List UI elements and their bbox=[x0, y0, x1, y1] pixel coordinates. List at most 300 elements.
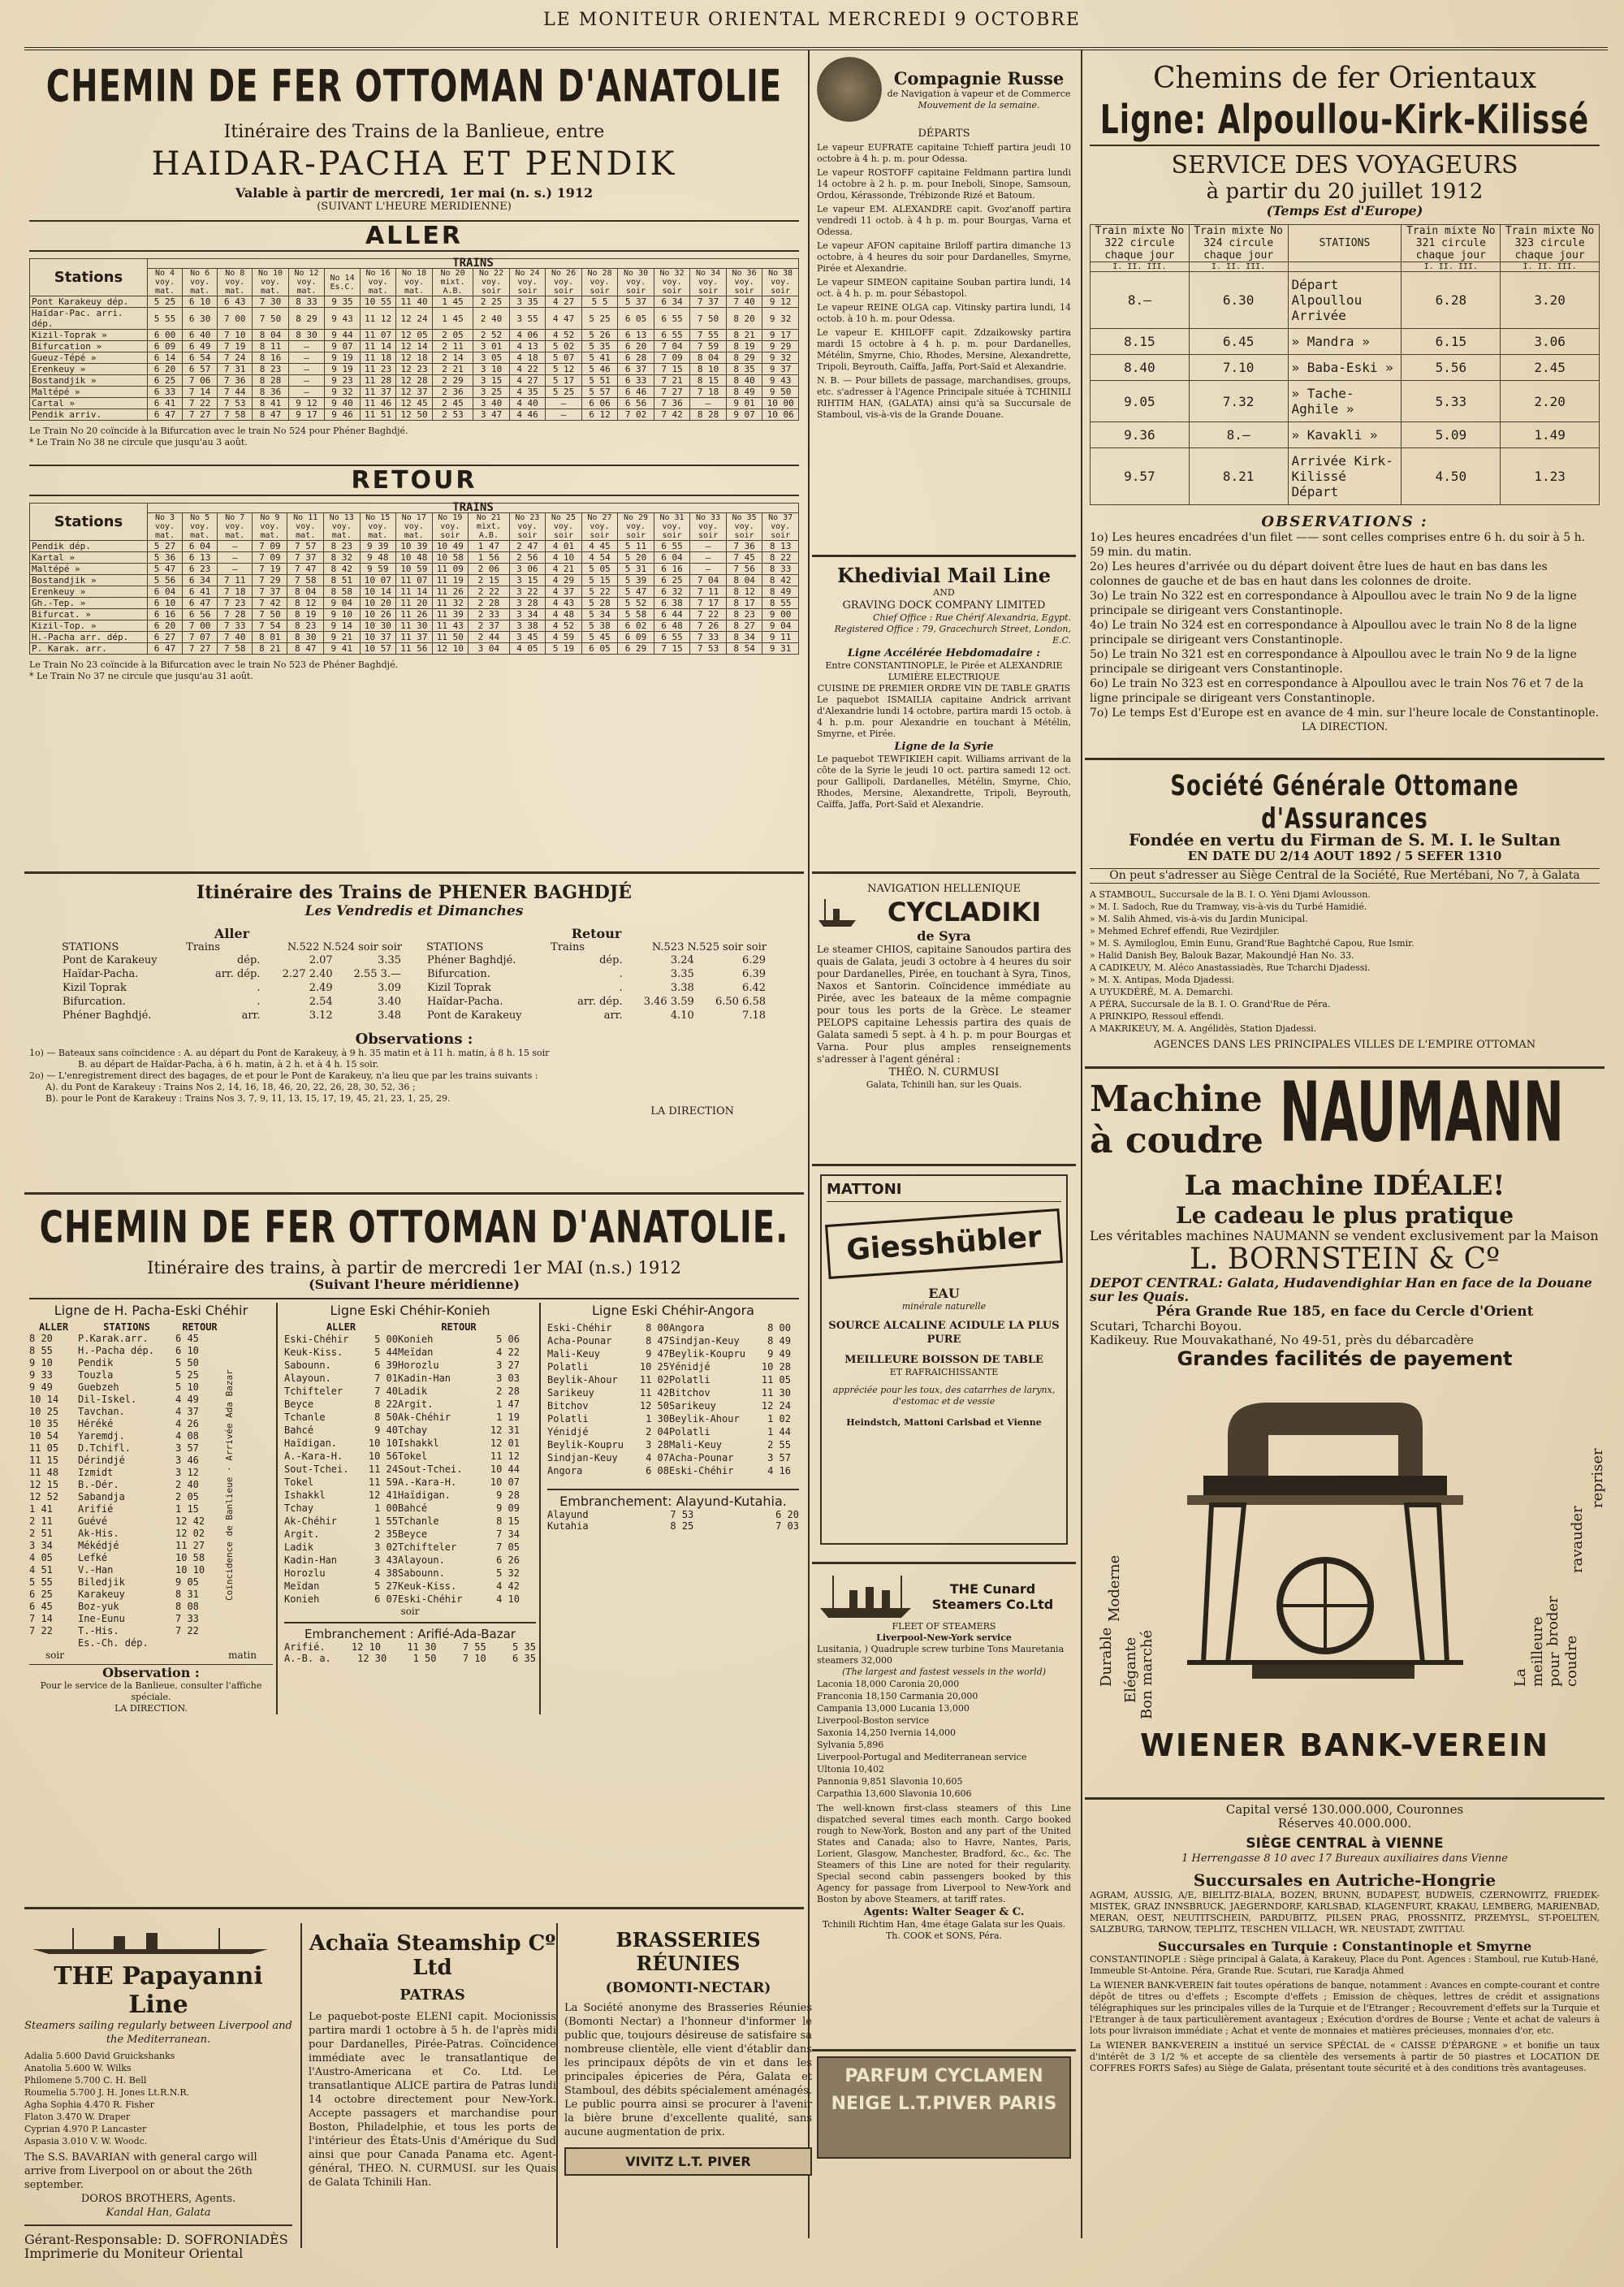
retour-time-cell: 8 27 bbox=[726, 620, 762, 632]
aller-time-cell: 6 55 bbox=[654, 330, 690, 341]
line3-retour-time: 1 44 bbox=[767, 1426, 791, 1437]
retour-time-cell: 7 09 bbox=[253, 541, 287, 552]
retour-time-cell: 8 47 bbox=[287, 643, 324, 655]
line2-retour-time: 9 28 bbox=[496, 1489, 520, 1501]
line2-aller-row bbox=[284, 1333, 398, 1346]
aller-time-cell: 6 33 bbox=[148, 387, 183, 398]
retour-time-cell: 7 57 bbox=[287, 541, 324, 552]
wbv-res: Réserves 40.000.000. bbox=[1277, 1816, 1412, 1831]
aller-time-cell: 5 55 bbox=[148, 308, 183, 330]
retour-time-cell: — bbox=[690, 552, 727, 564]
russe-departs: DÉPARTS bbox=[918, 128, 970, 140]
cunard-ship-item: Saxonia 14,250 Ivernia 14,000 bbox=[817, 1727, 957, 1738]
line2-aller-time: 3 02 bbox=[374, 1541, 398, 1553]
line2-aller-time: 11 24 bbox=[368, 1463, 398, 1475]
line1-retour-time-item: 12 42 bbox=[175, 1515, 205, 1527]
aller-time-cell: 6 57 bbox=[183, 364, 218, 375]
retour-train-header: No 35 voy. soir bbox=[726, 513, 762, 541]
aller-time-cell: 6 14 bbox=[148, 352, 183, 364]
aller-time-cell: 1 45 bbox=[432, 296, 473, 308]
aller-train-header: No 28 voy. soir bbox=[581, 269, 618, 296]
retour-time-cell: 4 01 bbox=[546, 541, 582, 552]
line2-retour-time: 4 10 bbox=[496, 1593, 520, 1605]
aller-time-cell: 4 52 bbox=[546, 330, 582, 341]
line2-table bbox=[284, 1321, 536, 1606]
line1-retour-time-item: 5 50 bbox=[175, 1357, 199, 1368]
aller-time-cell: 12 23 bbox=[396, 364, 433, 375]
column-anatolie bbox=[24, 54, 804, 1913]
aller-time-cell: 6 28 bbox=[618, 352, 654, 364]
line1-stations-col bbox=[78, 1321, 175, 1649]
imprimerie: Imprimerie du Moniteur Oriental bbox=[24, 2246, 244, 2261]
khedivial-syrie: Ligne de la Syrie bbox=[894, 741, 994, 753]
aller-time-cell: 7 42 bbox=[654, 409, 690, 421]
aller-time-cell: 9 23 bbox=[325, 375, 361, 387]
orient-observation: 7o) Le temps Est d'Europe est en avance de 4 min. sur l'heure locale de Constantinople. bbox=[1090, 707, 1600, 720]
banlieue-intro: Itinéraire des Trains de la Banlieue, entre bbox=[223, 122, 605, 142]
aller-train-header: No 30 voy. soir bbox=[618, 269, 654, 296]
retour-time-cell: 5 47 bbox=[148, 564, 183, 575]
retour-time-cell: 4 43 bbox=[546, 598, 582, 609]
retour-time-cell: — bbox=[218, 552, 253, 564]
orient-row bbox=[1091, 448, 1600, 505]
emb2-cell: Arifié. bbox=[284, 1641, 326, 1653]
khedivial-and: AND bbox=[933, 587, 955, 598]
russe-paragraph: Le vapeur EUFRATE capitaine Tchieff partira jeudi 10 octobre à 4 h. p. m. pour Odessa. bbox=[817, 142, 1071, 164]
assur-agent-item: » M. X. Antipas, Moda Djadessi. bbox=[1090, 975, 1235, 985]
retour-time-cell: 9 11 bbox=[762, 632, 799, 643]
assur-date: EN DATE DU 2/14 AOUT 1892 / 5 SEFER 1310 bbox=[1187, 849, 1502, 863]
retour-time-cell: 10 30 bbox=[360, 620, 396, 632]
aller-time-cell: 2 40 bbox=[473, 308, 510, 330]
line2-retour-station: Beyce bbox=[398, 1528, 428, 1540]
aller-time-cell: 6 13 bbox=[618, 330, 654, 341]
line2-aller-row bbox=[284, 1463, 398, 1476]
khedivial-title: Khedivial Mail Line bbox=[837, 564, 1051, 587]
line2-aller-time: 6 07 bbox=[374, 1593, 398, 1605]
assur-agent-item: » Mehmed Echref effendi, Rue Vezirdjiler. bbox=[1090, 926, 1280, 936]
aller-train-header: No 12 voy. mat. bbox=[288, 269, 325, 296]
line3-aller-time: 12 50 bbox=[639, 1400, 669, 1412]
aller-time-cell: 9 43 bbox=[762, 375, 799, 387]
khedivial-ad bbox=[812, 557, 1076, 874]
line3-aller-row bbox=[547, 1360, 669, 1373]
line2-aller-row bbox=[284, 1385, 398, 1398]
retour-time-cell: 8 19 bbox=[287, 609, 324, 620]
russe-ad bbox=[812, 54, 1076, 557]
assur-agent-item: » M. I. Sadoch, Rue du Tramway, vis-à-vis du Turbé Hamidié. bbox=[1090, 901, 1367, 912]
retour-time-cell: 8 23 bbox=[726, 609, 762, 620]
aller-time-cell: 3 25 bbox=[473, 387, 510, 398]
aller-time-cell: 7 22 bbox=[183, 398, 218, 409]
retour-station-cell: H.-Pacha arr. dép. bbox=[30, 632, 148, 643]
aller-time-cell: 11 46 bbox=[360, 398, 396, 409]
line1-retour-time-item: 10 10 bbox=[175, 1564, 205, 1576]
orient-class: I. II. III. bbox=[1189, 262, 1288, 272]
line2-aller-time: 8 22 bbox=[374, 1399, 398, 1410]
line2-retour-time: 7 34 bbox=[496, 1528, 520, 1540]
line1-obs-title: Observation : bbox=[29, 1664, 273, 1680]
time-note: (SUIVANT L'HEURE MERIDIENNE) bbox=[317, 201, 512, 213]
russe-paras bbox=[817, 142, 1071, 421]
aller-time-cell: 8 29 bbox=[726, 352, 762, 364]
line2-aller-row bbox=[284, 1437, 398, 1450]
phener-direction: LA DIRECTION bbox=[650, 1105, 734, 1118]
line2-retour-time: 3 27 bbox=[496, 1360, 520, 1371]
second-time: (Suivant l'heure méridienne) bbox=[309, 1277, 520, 1292]
line2-aller-station: Tchanle bbox=[284, 1412, 326, 1423]
line1-station-item: Pendik bbox=[78, 1357, 114, 1368]
line3-aller-row bbox=[547, 1399, 669, 1412]
line2-aller-time: 5 44 bbox=[374, 1347, 398, 1358]
line2-retour-row bbox=[398, 1515, 520, 1528]
line2-aller-time: 12 41 bbox=[368, 1489, 398, 1501]
phener-retour-row bbox=[426, 953, 767, 967]
line2-aller-time: 10 10 bbox=[368, 1437, 398, 1449]
retour-time-cell: 11 37 bbox=[396, 632, 433, 643]
line2-aller-station: Sabounn. bbox=[284, 1360, 331, 1371]
retour-time-cell: 6 25 bbox=[654, 575, 690, 586]
line2-retour-row bbox=[398, 1554, 520, 1567]
line3-aller-row bbox=[547, 1438, 669, 1451]
line2-retour-station: Tchanle bbox=[398, 1515, 439, 1527]
aller-time-cell: 7 36 bbox=[218, 375, 253, 387]
retour-time-cell: 11 19 bbox=[432, 575, 469, 586]
cunard-ship-item: Franconia 18,150 Carmania 20,000 bbox=[817, 1691, 978, 1701]
retour-time-cell: 8 34 bbox=[726, 632, 762, 643]
line2-aller-station: Alayoun. bbox=[284, 1373, 331, 1384]
aller-time-cell: 8 11 bbox=[253, 341, 289, 352]
aller-time-cell: 7 04 bbox=[654, 341, 690, 352]
retour-time-cell: 3 28 bbox=[509, 598, 546, 609]
line2-aller-station: Keuk-Kiss. bbox=[284, 1347, 343, 1358]
aller-time-cell: 9 07 bbox=[325, 341, 361, 352]
retour-time-cell: 7 29 bbox=[253, 575, 287, 586]
aller-time-cell: 6 54 bbox=[183, 352, 218, 364]
orient-cell: 1.23 bbox=[1501, 448, 1600, 505]
aller-time-cell: 2 53 bbox=[432, 409, 473, 421]
retour-time-cell: 7 17 bbox=[690, 598, 727, 609]
aller-time-cell: 8 10 bbox=[690, 364, 727, 375]
line2-retour-time: 5 06 bbox=[496, 1334, 520, 1345]
retour-note-1: Le Train No 23 coïncide à la Bifurcation avec le train No 523 de Phéner Baghdjé. bbox=[29, 659, 399, 670]
aller-train-header: No 18 voy. mat. bbox=[396, 269, 433, 296]
line1-station-item: Mékédjé bbox=[78, 1540, 119, 1551]
aller-train-header: No 4 voy. mat. bbox=[148, 269, 183, 296]
line1-retour-time-item: 5 10 bbox=[175, 1381, 199, 1393]
russe-head-text bbox=[887, 68, 1071, 111]
line1-retour-time-item: 2 40 bbox=[175, 1479, 199, 1490]
retour-station-cell: Kizil-Top. » bbox=[30, 620, 148, 632]
retour-time-cell: 8 23 bbox=[287, 620, 324, 632]
line3-aller-time: 11 42 bbox=[639, 1387, 669, 1399]
phener-obs-2: B. au départ de Haïdar-Pacha, à 6 h. matin, à 2 h. et à 4 h. 15 soir. bbox=[78, 1059, 379, 1070]
line2-aller-time: 3 43 bbox=[374, 1554, 398, 1566]
aller-time-cell: 6 47 bbox=[148, 409, 183, 421]
retour-time-cell: 8 22 bbox=[762, 552, 799, 564]
aller-time-cell: 8 30 bbox=[288, 330, 325, 341]
retour-time-cell: 3 34 bbox=[509, 609, 546, 620]
giess-eau2: minérale naturelle bbox=[901, 1301, 987, 1312]
assur-agent-item: A MAKRIKEUY, M. A. Angélidès, Station Djadessi. bbox=[1090, 1023, 1317, 1034]
line1-retour-time-item: 6 45 bbox=[175, 1333, 199, 1344]
aller-train-header: No 34 voy. soir bbox=[690, 269, 727, 296]
naumann-ad bbox=[1085, 1065, 1606, 1800]
orient-cell: » Baba-Eski » bbox=[1288, 355, 1402, 381]
retour-time-cell: 6 27 bbox=[148, 632, 183, 643]
line1-matin: matin bbox=[228, 1649, 257, 1661]
retour-time-cell: 8 55 bbox=[762, 598, 799, 609]
aller-time-cell: 11 23 bbox=[360, 364, 396, 375]
khedivial-para2: Le paquebot TEWFIKIEH capit. Williams arrivant de la côte de la Syrie le jeudi 10 oct. partira samedi 12 oct. pour Gallipoli, Dardanelles, Métélin, Smyrne, Chio, Rhodes, Mersine, Alexandrette, Tripoli, Beyrouth, Caïffa, Jaffa, Port-Saïd et Alexandrie. bbox=[817, 754, 1071, 810]
aller-time-cell: 2 36 bbox=[432, 387, 473, 398]
line2-retour-station: Konieh bbox=[398, 1334, 434, 1345]
orient-cell: 8.40 bbox=[1091, 355, 1190, 381]
orient-class: I. II. III. bbox=[1402, 262, 1501, 272]
aller-time-cell: 7 40 bbox=[726, 296, 762, 308]
retour-row bbox=[30, 598, 799, 609]
orient-cell: Départ Alpoullou Arrivée bbox=[1288, 272, 1402, 329]
line1-retour-time-item: 4 08 bbox=[175, 1430, 199, 1442]
retour-time-cell: 3 45 bbox=[509, 632, 546, 643]
aller-time-cell: 12 45 bbox=[396, 398, 433, 409]
naumann-scut: Scutari, Tcharchi Boyou. bbox=[1090, 1319, 1242, 1334]
aller-time-cell: 4 22 bbox=[509, 364, 546, 375]
line2-aller-station: Ak-Chéhir bbox=[284, 1515, 338, 1527]
line2-aller-time: 2 35 bbox=[374, 1528, 398, 1540]
aller-station-cell: Pendik arriv. bbox=[30, 409, 148, 421]
phener-trains-label: Trains bbox=[551, 941, 585, 953]
phener-aller-table bbox=[62, 953, 402, 1022]
line3-retour-col bbox=[669, 1321, 791, 1477]
aller-time-cell: 11 07 bbox=[360, 330, 396, 341]
line1-station-item: B.-Dér. bbox=[78, 1479, 119, 1490]
orient-cell: 5.09 bbox=[1402, 422, 1501, 448]
aller-time-cell: 5 37 bbox=[618, 296, 654, 308]
line2-aller-row bbox=[284, 1372, 398, 1385]
aller-time-cell: 5 41 bbox=[581, 352, 618, 364]
retour-station-cell: Erenkeuy » bbox=[30, 586, 148, 598]
line2-retour-time: 3 03 bbox=[496, 1373, 520, 1384]
retour-time-cell: 7 37 bbox=[253, 586, 287, 598]
phener-retour-row bbox=[426, 1009, 767, 1022]
naumann-maison: L. BORNSTEIN & Cº bbox=[1189, 1243, 1501, 1276]
masthead-rule bbox=[24, 47, 1608, 50]
retour-time-cell: 6 41 bbox=[183, 586, 218, 598]
retour-time-cell: 7 23 bbox=[218, 598, 253, 609]
emb2-cell: 12 10 bbox=[351, 1641, 382, 1653]
achaia-para: Le paquebot-poste ELENI capit. Mocionissis partira mardi 1 octobre à 5 h. de l'après midi pour Dardanelles, Pirée-Patras. Coïncidence immédiate avec le transatlantique de l'Austro-Americana et Co. Ltd. Le transatlantique ALICE partira de Patras lundi 14 octobre directement pour New-York. Accepte passagers et marchandise pour Boston, Philadelphie, et tous les ports de l'intérieur des États-Unis d'Amérique du Sud ainsi que pour Canada Panama etc. Agent-général, THEO. N. CURMUSI. sur les Quais de Galata Tchinili Han. bbox=[309, 2011, 556, 2189]
column-rule-1 bbox=[808, 50, 810, 2238]
line2-aller-row bbox=[284, 1593, 398, 1606]
retour-time-cell: 2 44 bbox=[469, 632, 510, 643]
phener-aller-cell: arr. dép. bbox=[214, 968, 261, 980]
phener-tables bbox=[29, 926, 799, 1022]
emb2-cell: 12 30 bbox=[357, 1653, 387, 1664]
retour-time-cell: 5 58 bbox=[618, 609, 654, 620]
line2-title: Ligne Eski Chéhir-Konieh bbox=[330, 1303, 490, 1318]
assur-agent-item: A STAMBOUL, Succursale de la B. I. O. Yèni Djami Avlousson. bbox=[1090, 889, 1371, 900]
line1-aller-time-item: 5 55 bbox=[29, 1576, 53, 1588]
retour-time-cell: 9 31 bbox=[762, 643, 799, 655]
line1-retour-time-item: 8 08 bbox=[175, 1601, 199, 1612]
aller-time-cell: 9 43 bbox=[325, 308, 361, 330]
retour-time-cell: 11 26 bbox=[396, 609, 433, 620]
retour-time-cell: 5 22 bbox=[581, 586, 618, 598]
retour-label: RETOUR bbox=[29, 465, 799, 496]
line1-aller-time-item: 8 20 bbox=[29, 1333, 53, 1344]
retour-time-cell: 7 22 bbox=[690, 609, 727, 620]
wbv-const: CONSTANTINOPLE : Siège principal à Galata, à Karakeuy, Place du Pont. Agences : Stamboul, rue Kutub-Hané, Immeuble St-Antoine. Péra, Grande Rue. Scutari, rue Karadja Ahmed bbox=[1090, 1954, 1599, 1976]
line1-side: Coïncidence de Banlieue · Arrivée Ada Bazar bbox=[224, 1369, 235, 1602]
line3-aller-station: Angora bbox=[547, 1465, 583, 1476]
line3-aller-row bbox=[547, 1347, 669, 1360]
line2-aller-station: Sout-Tchei. bbox=[284, 1463, 349, 1475]
orient-row bbox=[1091, 329, 1600, 355]
aller-time-cell: 4 46 bbox=[509, 409, 546, 421]
line3-aller-station: Eski-Chéhir bbox=[547, 1322, 612, 1334]
lignes-grid bbox=[29, 1298, 799, 1714]
line2-aller-row bbox=[284, 1528, 398, 1541]
line2-retour-time: 8 15 bbox=[496, 1515, 520, 1527]
wbv-siege-addr: 1 Herrengasse 8 10 avec 17 Bureaux auxiliaires dans Vienne bbox=[1181, 1853, 1508, 1865]
orient-cell: 8.— bbox=[1091, 272, 1190, 329]
line1-retour-col bbox=[175, 1321, 224, 1649]
aller-time-cell: 4 35 bbox=[509, 387, 546, 398]
retour-train-header: No 11 voy. mat. bbox=[287, 513, 324, 541]
retour-time-cell: 10 37 bbox=[360, 632, 396, 643]
line1-retour-label: RETOUR bbox=[182, 1321, 218, 1333]
ship-icon bbox=[817, 896, 857, 928]
line2-retour-row bbox=[398, 1346, 520, 1359]
retour-train-header: No 31 voy. soir bbox=[654, 513, 690, 541]
line2-retour-station: Sabounn. bbox=[398, 1567, 445, 1579]
retour-time-cell: 4 37 bbox=[546, 586, 582, 598]
column-shipping bbox=[812, 54, 1076, 2263]
line1-station-item: Héréké bbox=[78, 1418, 114, 1429]
retour-time-cell: 1 56 bbox=[469, 552, 510, 564]
assur-title: Société Générale Ottomane d'Assurances bbox=[1170, 770, 1519, 836]
orient-class bbox=[1288, 262, 1402, 272]
aller-time-cell: 1 45 bbox=[432, 308, 473, 330]
phener-retour-cell: Pont de Karakeuy bbox=[427, 1009, 522, 1022]
aller-time-cell: 9 32 bbox=[762, 352, 799, 364]
giess-source: SOURCE ALCALINE ACIDULE LA PLUS PURE bbox=[828, 1320, 1060, 1346]
line3-aller-row bbox=[547, 1373, 669, 1386]
aller-time-cell: 5 17 bbox=[546, 375, 582, 387]
russe-paragraph: Le vapeur EM. ALEXANDRE capit. Gvoz'anoff partira vendredi 11 octob. à 4 h p. m. pour Bourgas, Varna et Odessa. bbox=[817, 204, 1071, 237]
aller-time-cell: 5 51 bbox=[581, 375, 618, 387]
orient-cell: 8.— bbox=[1189, 422, 1288, 448]
line3-retour-row bbox=[669, 1399, 791, 1412]
aller-time-cell: 9 35 bbox=[325, 296, 361, 308]
aller-time-cell: 10 55 bbox=[360, 296, 396, 308]
phener-retour-cell: . bbox=[619, 968, 623, 980]
line2-aller-station: Tokel bbox=[284, 1476, 314, 1488]
khedivial-sub: GRAVING DOCK COMPANY LIMITED bbox=[842, 599, 1046, 612]
retour-time-cell: 8 01 bbox=[253, 632, 287, 643]
line2-aller-time: 1 00 bbox=[374, 1502, 398, 1514]
aller-time-cell: 11 12 bbox=[360, 308, 396, 330]
aller-row bbox=[30, 308, 799, 330]
banlieue-route: HAIDAR-PACHA ET PENDIK bbox=[151, 145, 677, 183]
line1-station-item: Arifié bbox=[78, 1503, 114, 1515]
aller-train-header: No 20 mixt. A.B. bbox=[432, 269, 473, 296]
phener-section bbox=[24, 874, 804, 1195]
line2-retour-row bbox=[398, 1541, 520, 1554]
eagle-emblem-icon bbox=[817, 57, 882, 122]
line1-soir: soir bbox=[45, 1649, 64, 1661]
retour-train-header: No 3 voy. mat. bbox=[148, 513, 183, 541]
phener-retour-cell: 3.46 3.59 bbox=[643, 996, 694, 1008]
line3-retour-station: Sarikeuy bbox=[669, 1400, 716, 1412]
aller-time-cell: 4 47 bbox=[546, 308, 582, 330]
phener-aller-cell: 2.49 bbox=[309, 982, 333, 994]
retour-time-cell: 9 39 bbox=[360, 541, 396, 552]
retour-time-cell: 7 33 bbox=[218, 620, 253, 632]
aller-time-cell: 6 06 bbox=[581, 398, 618, 409]
phener-retour-cell: arr. bbox=[603, 1009, 623, 1022]
gerant: Gérant-Responsable: D. SOFRONIADÈS bbox=[24, 2232, 288, 2247]
phener-retour-cell: Bifurcation. bbox=[427, 968, 490, 980]
naumann-cadeau: Le cadeau le plus pratique bbox=[1175, 1202, 1514, 1229]
aller-train-header: No 38 voy. soir bbox=[762, 269, 799, 296]
line1-aller-time-item: 8 55 bbox=[29, 1345, 53, 1356]
phener-aller-row bbox=[62, 995, 402, 1009]
retour-time-cell: 6 02 bbox=[618, 620, 654, 632]
phener-aller-cell: . bbox=[257, 982, 261, 994]
aller-time-cell: 9 29 bbox=[762, 341, 799, 352]
line3-aller-row bbox=[547, 1334, 669, 1347]
line3-aller-time: 3 28 bbox=[646, 1439, 669, 1450]
line1-aller-time-item: 4 51 bbox=[29, 1564, 53, 1576]
retour-timetable bbox=[29, 503, 799, 655]
line1-station-item: Lefké bbox=[78, 1552, 108, 1563]
column-rule-2 bbox=[1081, 50, 1082, 2238]
line2-aller-row bbox=[284, 1541, 398, 1554]
aller-time-cell: 3 55 bbox=[509, 308, 546, 330]
aller-time-cell: 12 18 bbox=[396, 352, 433, 364]
aller-time-cell: 2 14 bbox=[432, 352, 473, 364]
line2-aller-station: Tchay bbox=[284, 1502, 314, 1514]
aller-row bbox=[30, 341, 799, 352]
line3-retour-time: 8 49 bbox=[767, 1335, 791, 1347]
retour-time-cell: 11 43 bbox=[432, 620, 469, 632]
orient-cell: 2.45 bbox=[1501, 355, 1600, 381]
aller-time-cell: 8 33 bbox=[288, 296, 325, 308]
line3-retour-time: 8 00 bbox=[767, 1322, 791, 1334]
aller-time-cell: 10 06 bbox=[762, 409, 799, 421]
cunard-agents: Agents: Walter Seager & C. bbox=[863, 1906, 1025, 1918]
retour-time-cell: 5 56 bbox=[148, 575, 183, 586]
phener-retour-row bbox=[426, 995, 767, 1009]
retour-time-cell: 6 55 bbox=[654, 541, 690, 552]
line1-retour-time-item: 12 02 bbox=[175, 1528, 205, 1539]
orient-cell: 5.56 bbox=[1402, 355, 1501, 381]
retour-time-cell: 6 44 bbox=[654, 609, 690, 620]
aller-row bbox=[30, 409, 799, 421]
line3-retour-station: Mali-Keuy bbox=[669, 1439, 723, 1450]
line2-retour-time: 1 47 bbox=[496, 1399, 520, 1410]
emb1-cell: Alayund bbox=[547, 1509, 589, 1520]
line2-aller-row bbox=[284, 1502, 398, 1515]
line1-station-item: Guévé bbox=[78, 1515, 108, 1527]
phener-obs-5: B). pour le Pont de Karakeuy : Trains Nos 3, 7, 9, 11, 13, 15, 17, 19, 45, 21, 23, 1, 25, 29. bbox=[45, 1093, 451, 1104]
phener-aller-cell: Bifurcation. bbox=[63, 996, 126, 1008]
line3-aller-row bbox=[547, 1321, 669, 1334]
line2-retour-station: Kadin-Han bbox=[398, 1373, 451, 1384]
phener-retour-cell: 3.24 bbox=[670, 954, 694, 966]
